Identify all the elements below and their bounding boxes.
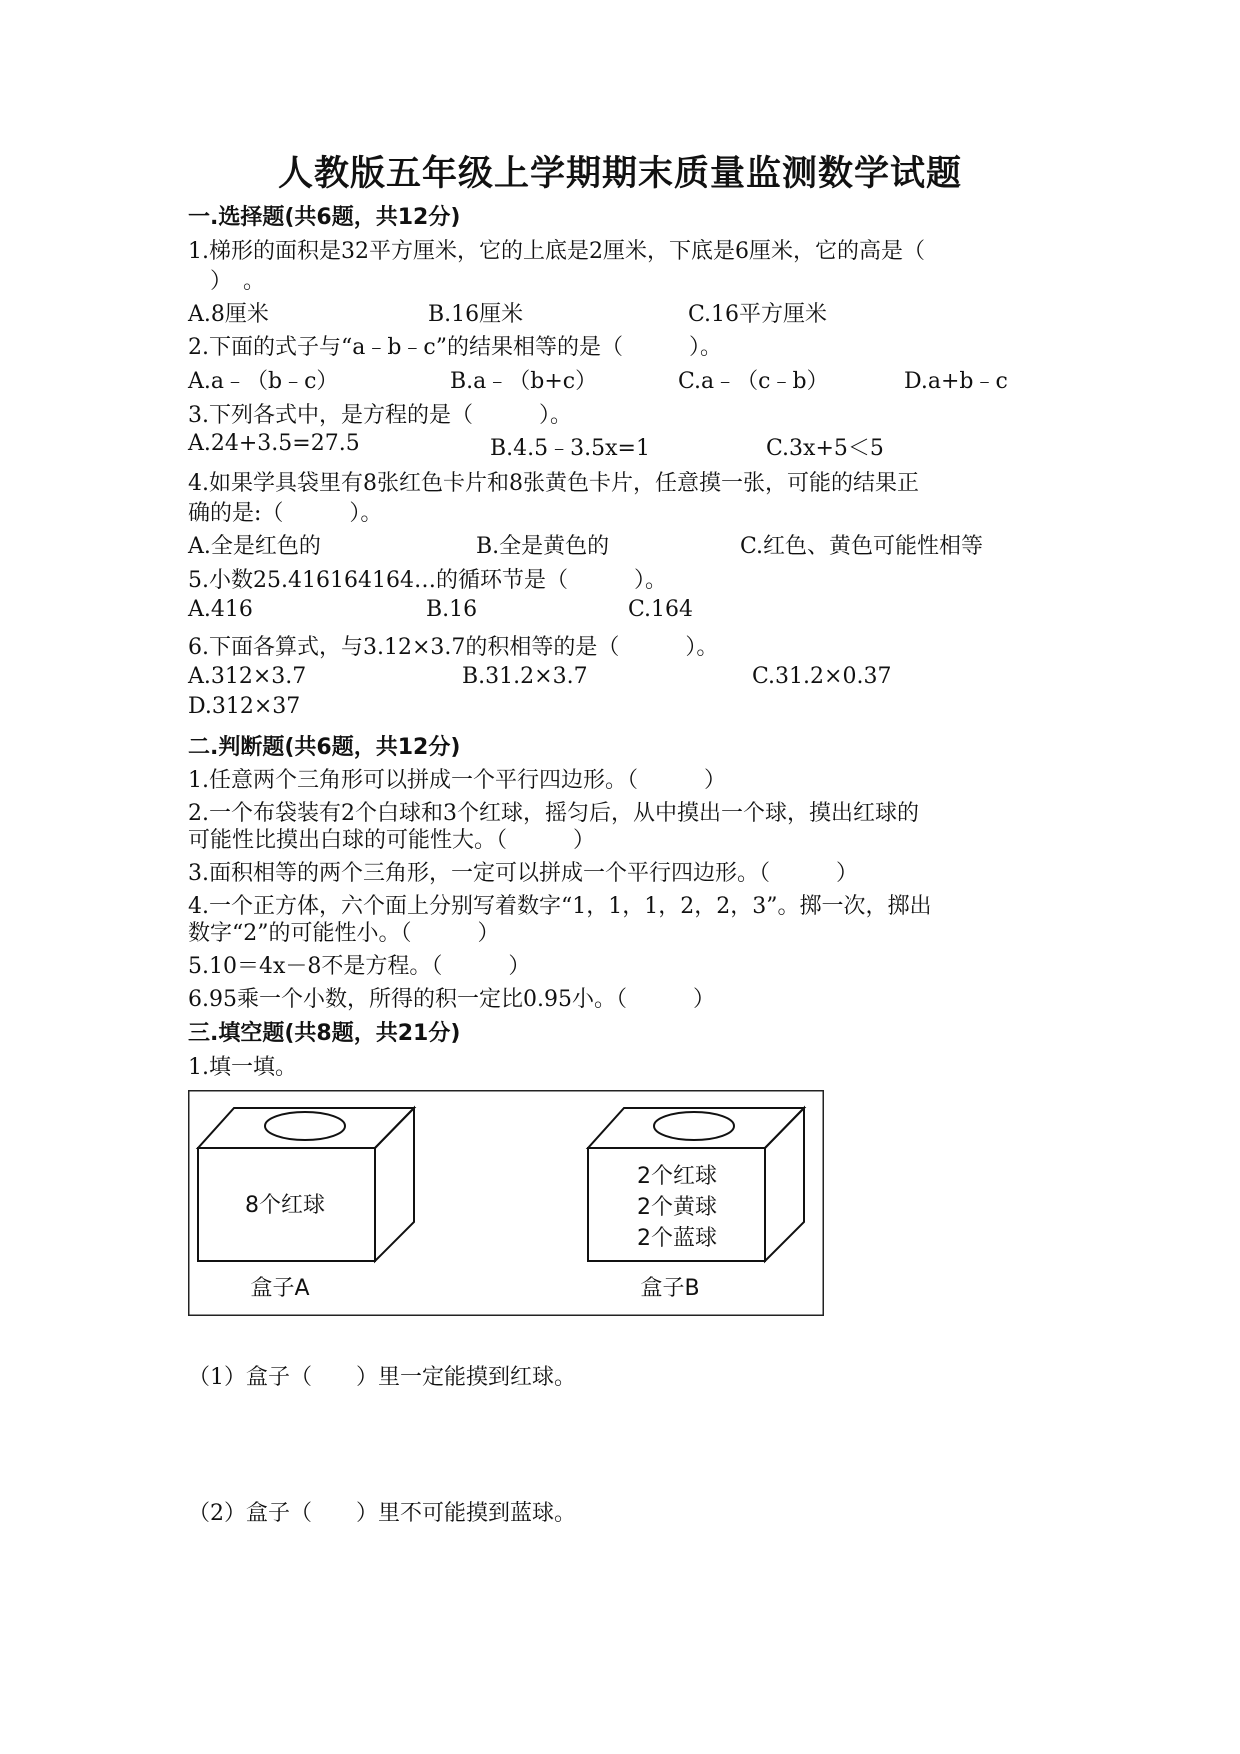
option-b: B.全是黄色的 (476, 534, 610, 559)
sub-question: （2）盒子（ ）里不可能摸到蓝球。 (188, 1501, 576, 1526)
option-b: B.16 (426, 597, 478, 622)
box-b-line-yellow: 2个黄球 (637, 1195, 717, 1220)
option-c: C.31.2×0.37 (752, 664, 892, 689)
page-title: 人教版五年级上学期期末质量监测数学试题 (277, 153, 962, 194)
option-a: A.24+3.5=27.5 (188, 431, 360, 456)
option-c: C.3x+5＜5 (766, 436, 884, 461)
option-b: B.4.5﹣3.5x=1 (490, 436, 650, 461)
option-c: C.164 (628, 597, 694, 622)
section-heading-choice: 一.选择题(共6题，共12分) (188, 205, 461, 230)
option-c: C.红色、黄色可能性相等 (740, 534, 984, 559)
option-a: A.8厘米 (188, 302, 269, 327)
question-text: 6.95乘一个小数，所得的积一定比0.95小。（ ） (188, 987, 715, 1012)
question-text: 1.填一填。 (188, 1055, 297, 1080)
box-a-content: 8个红球 (245, 1193, 325, 1218)
box-b-line-blue: 2个蓝球 (637, 1226, 717, 1251)
question-text: 3.下列各式中，是方程的是（ ）。 (188, 403, 572, 428)
option-b: B.a﹣（b+c） (450, 369, 598, 394)
question-text: 4.如果学具袋里有8张红色卡片和8张黄色卡片，任意摸一张，可能的结果正 (188, 471, 919, 496)
question-text: 3.面积相等的两个三角形，一定可以拼成一个平行四边形。（ ） (188, 861, 858, 886)
option-c: C.a﹣（c﹣b） (678, 369, 829, 394)
boxes-figure (188, 1090, 824, 1316)
option-a: A.416 (188, 597, 253, 622)
question-text: 1.梯形的面积是32平方厘米，它的上底是2厘米，下底是6厘米，它的高是（ (188, 239, 925, 264)
question-text: 1.任意两个三角形可以拼成一个平行四边形。（ ） (188, 768, 726, 793)
option-b: B.31.2×3.7 (462, 664, 588, 689)
question-text: 2.一个布袋装有2个白球和3个红球，摇匀后，从中摸出一个球，摸出红球的 (188, 801, 919, 826)
question-text: 4.一个正方体，六个面上分别写着数字“1，1，1，2，2，3”。掷一次，掷出 (188, 894, 932, 919)
sub-question: （1）盒子（ ）里一定能摸到红球。 (188, 1365, 576, 1390)
question-text: 5.10＝4x－8不是方程。（ ） (188, 954, 531, 979)
option-d: D.a+b﹣c (904, 369, 1008, 394)
box-b-label: 盒子B (640, 1276, 700, 1301)
question-text: 数字“2”的可能性小。（ ） (188, 921, 500, 946)
option-c: C.16平方厘米 (688, 302, 828, 327)
question-text: ） 。 (188, 269, 266, 294)
question-text: 可能性比摸出白球的可能性大。（ ） (188, 828, 596, 853)
option-a: A.312×3.7 (188, 664, 307, 689)
question-text: 6.下面各算式，与3.12×3.7的积相等的是（ ）。 (188, 635, 719, 660)
option-d: D.312×37 (188, 694, 301, 719)
option-a: A.全是红色的 (188, 534, 321, 559)
option-a: A.a﹣（b﹣c） (188, 369, 339, 394)
box-a-label: 盒子A (250, 1276, 310, 1301)
question-text: 5.小数25.416164164…的循环节是（ ）。 (188, 568, 667, 593)
section-heading-judgement: 二.判断题(共6题，共12分) (188, 735, 461, 760)
section-heading-fill: 三.填空题(共8题，共21分) (188, 1021, 461, 1046)
option-b: B.16厘米 (428, 302, 524, 327)
question-text: 2.下面的式子与“a﹣b﹣c”的结果相等的是（ ）。 (188, 335, 723, 360)
box-b-line-red: 2个红球 (637, 1164, 717, 1189)
question-text: 确的是:（ ）。 (188, 501, 383, 526)
